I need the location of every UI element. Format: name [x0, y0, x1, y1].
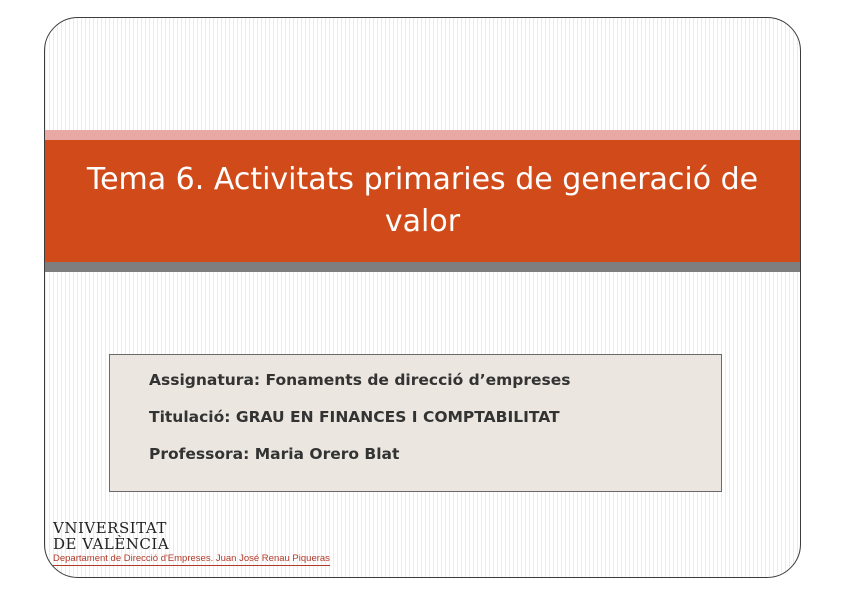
- logo-line-2: DE VALÈNCIA: [53, 535, 170, 553]
- course-info-box: [109, 354, 722, 492]
- university-logo: [53, 520, 330, 566]
- logo-line-1: VNIVERSITAT: [53, 519, 167, 537]
- slide-title: Tema 6. Activitats primaries de generació de valor: [86, 162, 759, 239]
- teacher-line: Professora: Maria Orero Blat: [149, 445, 400, 463]
- title-band: [45, 140, 800, 262]
- slide: [44, 17, 801, 578]
- department-credit: Departament de Direcció d'Empreses. Juan José Renau Piqueras: [53, 553, 330, 564]
- title-band-top-stripe: [45, 130, 800, 140]
- degree-line: Titulació: GRAU EN FINANCES I COMPTABILITAT: [149, 408, 560, 426]
- subject-line: Assignatura: Fonaments de direcció d’empreses: [149, 371, 571, 389]
- title-band-bottom-stripe: [45, 262, 800, 272]
